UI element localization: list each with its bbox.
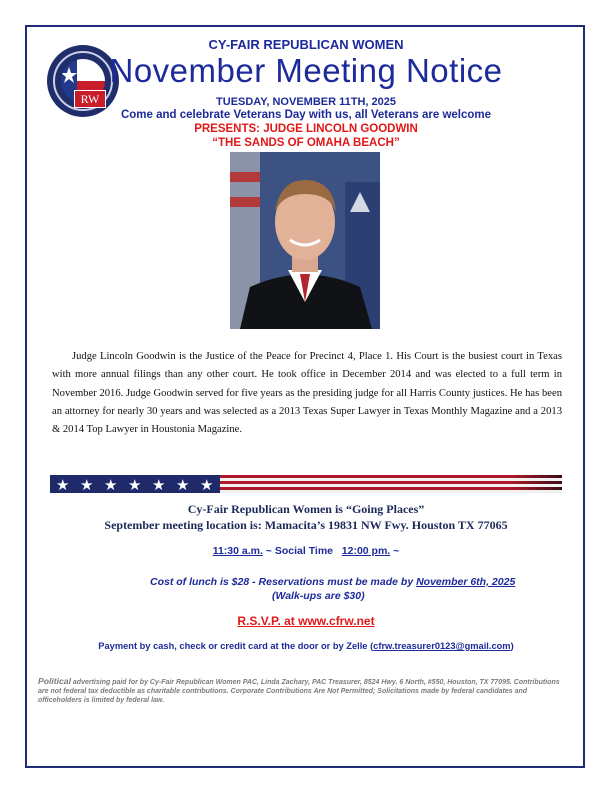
reservation-deadline: November 6th, 2025 [416,576,516,588]
payment-info [0,641,612,651]
meeting-suffix: ~ [390,545,400,557]
social-label: ~ Social Time [262,545,342,557]
svg-text:★: ★ [104,476,118,493]
svg-text:★: ★ [80,476,94,493]
speaker-line: PRESENTS: JUDGE LINCOLN GOODWIN [194,123,418,135]
going-places-heading: Cy-Fair Republican Women is “Going Places” [187,502,425,516]
disclaimer-lead: Political [38,676,71,686]
political-disclaimer [38,677,563,705]
meeting-date: TUESDAY, NOVEMBER 11TH, 2025 [216,96,396,108]
talk-title: “THE SANDS OF OMAHA BEACH” [212,137,400,149]
rsvp-link[interactable] [0,614,612,628]
lunch-cost [150,576,550,588]
svg-text:★: ★ [56,476,70,493]
flag-banner [50,475,562,493]
svg-text:★: ★ [200,476,214,493]
social-time: 11:30 a.m. [212,545,263,557]
disclaimer-text: advertising paid for by Cy-Fair Republican Women PAC, Linda Zachary, PAC Treasurer, 8524 Hwy. 6 North, #550, Houston, TX 77095. Contributions are not federal tax deductible as charitable contributions. Corporate Contributions Are Not Permitted; Solicitations made by federal candidates and officeholders is limited by federal law. [38,679,560,704]
svg-text:★: ★ [128,476,142,493]
schedule-line [0,545,612,557]
rsvp-text[interactable]: R.S.V.P. at www.cfrw.net [237,614,375,628]
logo-initials: RW [74,90,106,108]
walkup-price: (Walk-ups are $30) [272,590,365,602]
payment-text: Payment by cash, check or credit card at the door or by Zelle ( [98,641,374,651]
meeting-location: September meeting location is: Mamacita’s 19831 NW Fwy. Houston TX 77065 [104,518,508,532]
svg-text:★: ★ [152,476,166,493]
meeting-time: 12:00 pm. [341,545,391,557]
org-name: CY-FAIR REPUBLICAN WOMEN [208,37,404,52]
page-title: November Meeting Notice [109,52,503,89]
veterans-subtitle: Come and celebrate Veterans Day with us, all Veterans are welcome [120,109,492,121]
treasurer-email-link[interactable]: cfrw.treasurer0123@gmail.com [373,641,511,651]
judge-portrait [230,152,380,329]
speaker-bio: Judge Lincoln Goodwin is the Justice of the Peace for Precinct 4, Place 1. His Court is the busiest court in Texas with more annual filings than any other court. He took office in December 2014 and was elected to a full term in November 2016. Judge Goodwin served for five years as the presiding judge for all Harris County justices. He has been an attorney for nearly 30 years and was selected as a 2013 Texas Super Lawyer in Texas Monthly Magazine and a 2013 & 2014 Top Lawyer in Houstonia Magazine. [52,351,562,436]
cost-text: Cost of lunch is $28 - Reservations must be made by [150,576,417,588]
payment-close: ) [510,641,514,651]
svg-text:★: ★ [176,476,190,493]
